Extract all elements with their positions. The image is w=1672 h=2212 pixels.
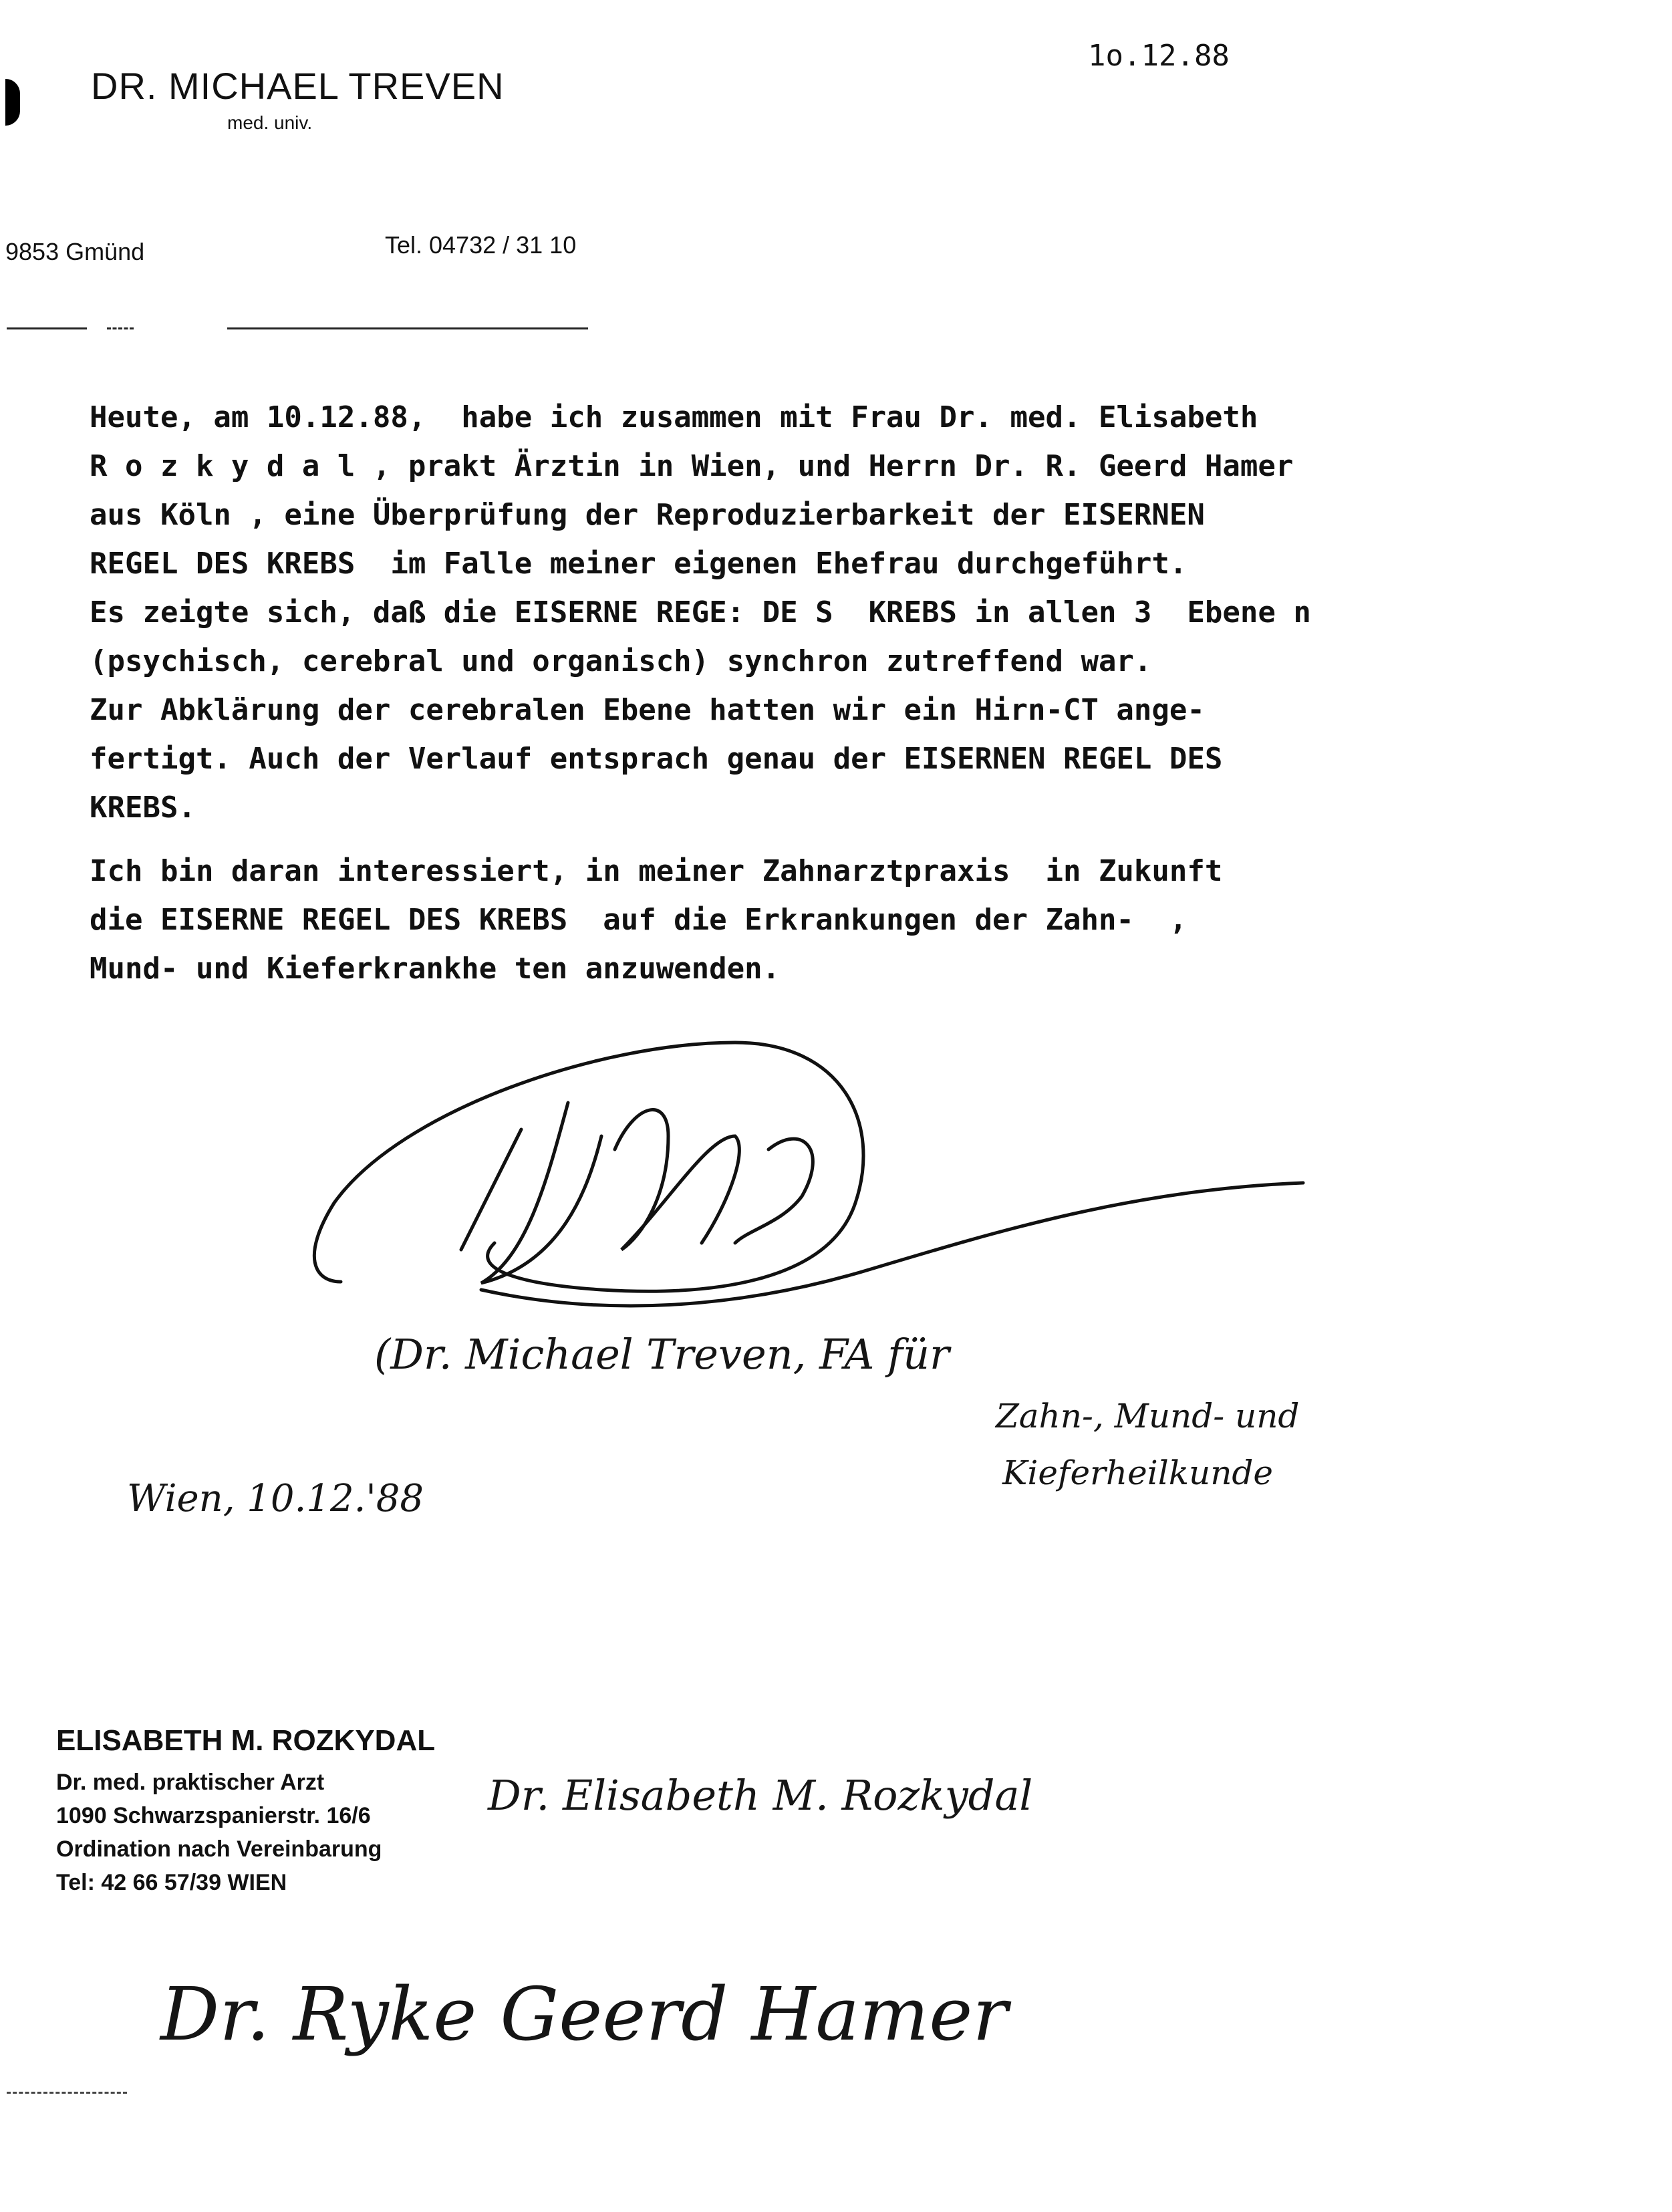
body-line: Zur Abklärung der cerebralen Ebene hatten wir ein Hirn-CT ange- [90, 693, 1205, 727]
letterhead-phone: Tel. 04732 / 31 10 [385, 231, 577, 259]
stamp-line: Tel: 42 66 57/39 WIEN [56, 1870, 287, 1895]
body-line: fertigt. Auch der Verlauf entsprach genau der EISERNEN REGEL DES [90, 742, 1223, 776]
handwritten-place-date: Wien, 10.12.'88 [127, 1477, 424, 1520]
body-line: (psychisch, cerebral und organisch) synchron zutreffend war. [90, 644, 1152, 678]
handwritten-name: (Dr. Michael Treven, FA für [374, 1330, 950, 1379]
stamp-name: ELISABETH M. ROZKYDAL [56, 1724, 436, 1757]
letterhead-title: med. univ. [227, 112, 313, 133]
stamp-line: Ordination nach Vereinbarung [56, 1836, 382, 1862]
body-line: KREBS. [90, 791, 196, 825]
handwritten-specialty-1: Zahn-, Mund- und [996, 1397, 1300, 1435]
body-line: Ich bin daran interessiert, in meiner Zahnarztpraxis in Zukunft [90, 854, 1223, 888]
letterhead-name: DR. MICHAEL TREVEN [91, 65, 505, 107]
body-line: Es zeigte sich, daß die EISERNE REGE: DE S KREBS in allen 3 Ebene n [90, 595, 1311, 630]
rozkydal-stamp [56, 1724, 435, 1899]
body-line: REGEL DES KREBS im Falle meiner eigenen Ehefrau durchgeführt. [90, 547, 1188, 581]
body-line: R o z k y d a l , prakt Ärztin in Wien, und Herrn Dr. R. Geerd Hamer [90, 449, 1294, 483]
stamp-line: 1090 Schwarzspanierstr. 16/6 [56, 1803, 371, 1828]
bottom-rule [7, 2092, 127, 2094]
stamp-line: Dr. med. praktischer Arzt [56, 1770, 325, 1795]
hamer-signature: Dr. Ryke Geerd Hamer [160, 1971, 1008, 2057]
letter-date: 1o.12.88 [1088, 39, 1230, 73]
body-line: aus Köln , eine Überprüfung der Reproduzierbarkeit der EISERNEN [90, 498, 1205, 532]
letterhead-city: 9853 Gmünd [5, 238, 145, 265]
body-line: Mund- und Kieferkrankhe ten anzuwenden. [90, 952, 781, 986]
rozkydal-signature: Dr. Elisabeth M. Rozkydal [488, 1771, 1033, 1820]
body-line: die EISERNE REGEL DES KREBS auf die Erkrankungen der Zahn- , [90, 903, 1188, 937]
handwritten-specialty-2: Kieferheilkunde [1002, 1454, 1274, 1492]
body-line: Heute, am 10.12.88, habe ich zusammen mit Frau Dr. med. Elisabeth [90, 400, 1258, 434]
